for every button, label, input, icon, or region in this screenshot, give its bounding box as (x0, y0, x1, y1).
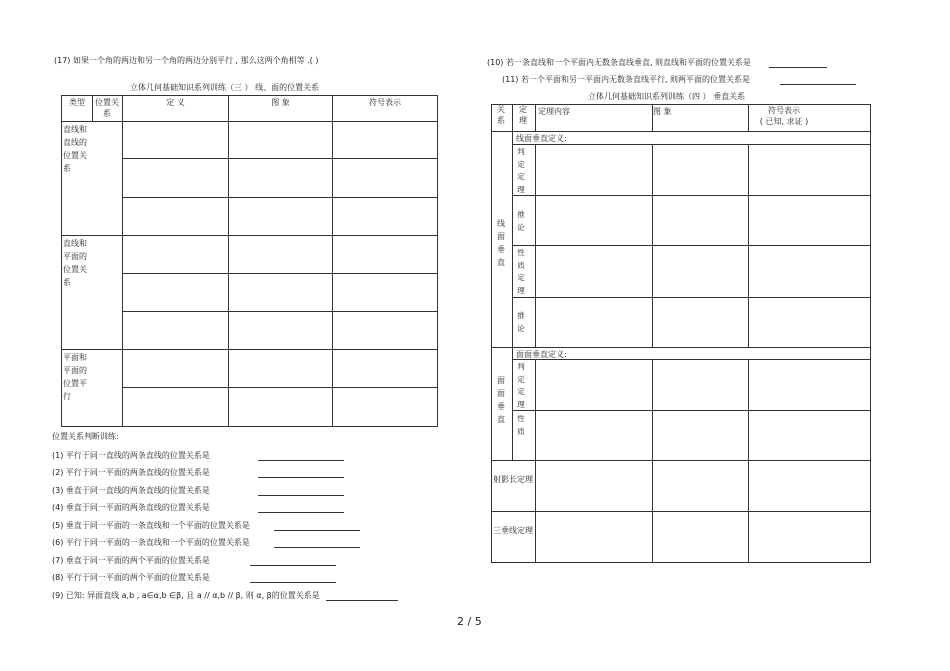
judge-item-8: (8) 平行于同一平面的两个平面的位置关系是 (52, 572, 336, 583)
question-11: (11) 若一个平面和另一平面内无数条直线平行, 则两平面的位置关系是 (502, 74, 856, 85)
group-plane-plane-perp: 面面垂直 (497, 376, 505, 424)
left-group-plane-plane: 平面和平面的位置平行 (63, 353, 87, 401)
g2-row-judge: 判定定理 (517, 362, 525, 409)
left-header-symbol: 符号表示 (369, 98, 401, 107)
left-header-relation: 位置关系 (95, 98, 119, 118)
right-header-image: 图 象 (653, 107, 672, 116)
row-three-perpendicular: 三垂线定理 (493, 526, 533, 535)
judge-item-7: (7) 垂直于同一平面的两个平面的位置关系是 (52, 555, 336, 566)
left-header-image: 图 象 (271, 98, 290, 107)
left-group-line-plane: 直线和平面的位置关系 (63, 239, 87, 287)
g2-row-property: 性质 (517, 414, 525, 436)
group-line-plane-perp: 线面垂直 (497, 219, 505, 267)
group2-definition: 面面垂直定义: (516, 350, 567, 359)
left-header-definition: 定 义 (166, 98, 185, 107)
judge-item-9: (9) 已知: 异面直线 a,b , a∈α,b ∈β, 且 a // α,b // β, 则 α, β的位置关系是 (52, 590, 398, 601)
question-17: (17) 如果一个角的两边和另一个角的两边分别平行 , 那么这两个角相等 .( ) (54, 56, 319, 65)
left-group-line-line: 直线和直线的位置关系 (63, 125, 87, 173)
right-header-symbol: 符号表示 (768, 106, 800, 115)
right-header-theorem: 定理 (519, 105, 527, 125)
group1-definition: 线面垂直定义: (516, 134, 567, 143)
judge-item-5: (5) 垂直于同一平面的一条直线和一个平面的位置关系是 (52, 520, 360, 531)
right-header-content: 定理内容 (538, 107, 570, 116)
left-table-title: 立体几何基础知识系列训练（三 ） 线、面的位置关系 (130, 83, 320, 92)
right-header-given: ( 已知, 求证 ) (759, 117, 809, 126)
question-10: (10) 若一条直线和一个平面内无数条直线垂直, 则直线和平面的位置关系是 (487, 57, 827, 68)
left-header-type: 类型 (69, 98, 85, 107)
judge-item-4: (4) 垂直于同一平面的两条直线的位置关系是 (52, 502, 344, 513)
judge-title: 位置关系判断训练: (52, 432, 119, 441)
right-table-title: 立体几何基础知识系列训练（四 ） 垂直关系 (588, 92, 746, 101)
g1-row-corollary-2: 推论 (517, 311, 525, 333)
judge-item-1: (1) 平行于同一直线的两条直线的位置关系是 (52, 450, 344, 461)
g1-row-property: 性质定理 (517, 248, 525, 295)
g1-row-judge: 判定定理 (517, 147, 525, 194)
row-projection-theorem: 射影长定理 (493, 475, 533, 484)
right-header-relation: 关系 (497, 105, 505, 125)
judge-item-2: (2) 平行于同一平面的两条直线的位置关系是 (52, 467, 344, 478)
page-number: 2 / 5 (457, 615, 482, 628)
judge-item-3: (3) 垂直于同一直线的两条直线的位置关系是 (52, 485, 344, 496)
judge-item-6: (6) 平行于同一平面的一条直线和一个平面的位置关系是 (52, 537, 360, 548)
g1-row-corollary: 推论 (517, 210, 525, 232)
